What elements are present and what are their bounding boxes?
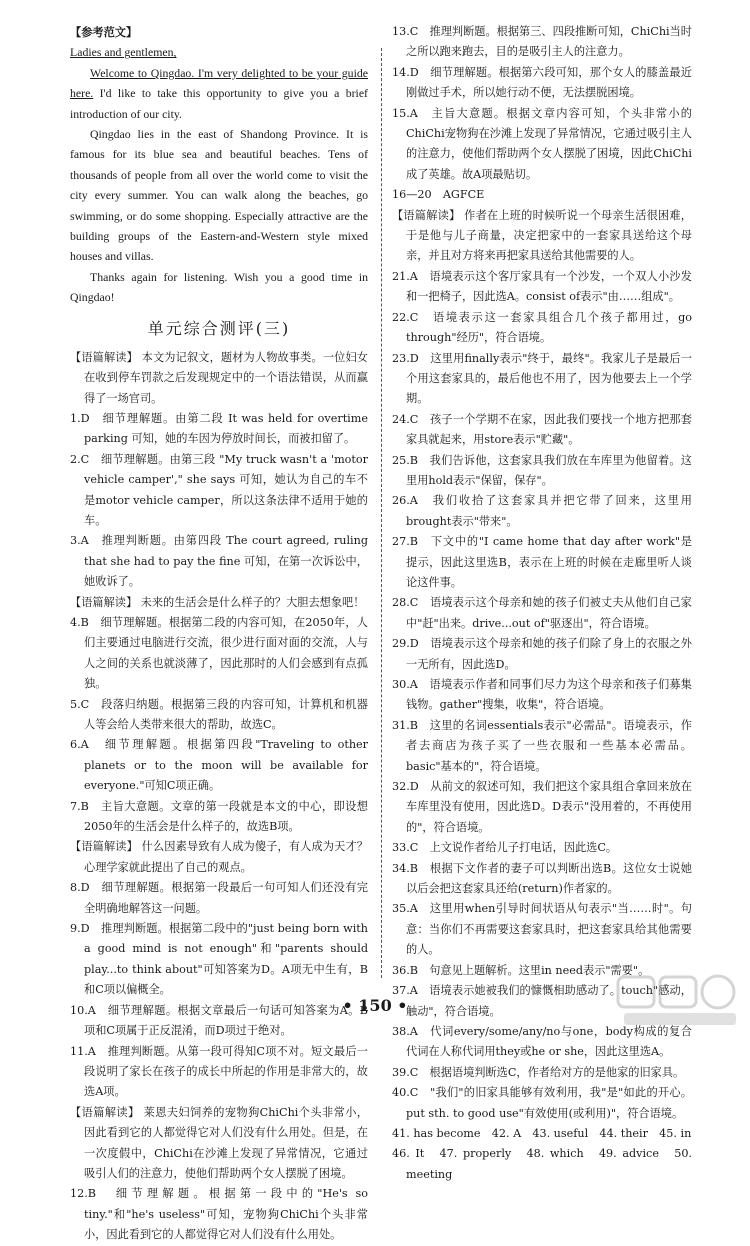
answer-item: 14.D 细节理解题。根据第六段可知，那个女人的膝盖最近刚做过手术，所以她行动不便，无法摆脱困境。	[392, 65, 692, 100]
greeting: Ladies and gentlemen,	[70, 45, 177, 60]
answer-item: 6.A 细节理解题。根据第四段"Traveling to other planets or to the moon will be available for everyone."可知C项正确。	[70, 738, 368, 793]
answer-item: 4.B 细节理解题。根据第二段的内容可知，在2050年，人们主要通过电脑进行交流，很少进行面对面的交流，人与人之间的关系也就淡薄了，因此那时的人们会感到有点孤独。	[70, 615, 368, 691]
answer-item: 31.B 这里的名词essentials表示"必需品"。语境表示，作者去商店为孩子买了一些衣服和一些基本必需品。basic"基本的"，符合语境。	[392, 718, 692, 773]
welcome-paragraph	[70, 63, 368, 124]
answer-item: 38.A 代词every/some/any/no与one，body构成的复合代词在人称代词用they或he or she，因此这里选A。	[392, 1024, 692, 1059]
answer-item: 15.A 主旨大意题。根据文章内容可知，个头非常小的ChiChi宠物狗在沙滩上发现了异常情况，它通过吸引主人的注意力，使他们帮助两个女人摆脱了困境，因此ChiChi成了英雄。故A项最贴切。	[392, 106, 692, 181]
watermark-logo-icon	[614, 971, 742, 1031]
answer-item: 46. It 47. properly 48. which 49. advice 50. meeting	[392, 1147, 692, 1181]
answer-item: 【语篇解读】 未来的生活会是什么样子的？大胆去想象吧！	[70, 595, 365, 609]
divider-line	[381, 48, 382, 978]
answer-item: 8.D 细节理解题。根据第一段最后一句可知人们还没有完全明确地解答这一问题。	[70, 881, 368, 915]
answer-item: 39.C 根据语境判断选C，作者给对方的是他家的旧家具。	[392, 1065, 685, 1079]
answer-item: 5.C 段落归纳题。根据第三段的内容可知，计算机和机器人等会给人类带来很大的帮助，故选C。	[70, 697, 368, 731]
left-answer-list	[70, 348, 368, 1246]
answer-item: 【语篇解读】 什么因素导致有人成为傻子，有人成为天才？心理学家就此提出了自己的观点。	[70, 840, 368, 874]
answer-item: 2.C 细节理解题。由第三段 "My truck wasn't a 'motor vehicle camper'," she says 可知，她认为自己的车不是motor vehicle camper，所以这条法律不适用于她的车。	[70, 452, 368, 527]
answer-item: 22.C 语境表示这一套家具组合几个孩子都用过，go through"经历"，符合语境。	[392, 310, 692, 345]
answer-item: 30.A 语境表示作者和同事们尽力为这个母亲和孩子们募集钱物。gather"搜集，收集"，符合语境。	[392, 678, 692, 712]
answer-item: 36.B 句意见上题解析。这里in need表示"需要"。	[392, 963, 650, 977]
answer-item: 29.D 语境表示这个母亲和她的孩子们除了身上的衣服之外一无所有，因此选D。	[392, 637, 692, 671]
answer-item: 3.A 推理判断题。由第四段 The court agreed, ruling that she had to pay the fine 可知，在第一次诉讼中，她败诉了。	[70, 534, 368, 589]
answer-item: 16—20 AGFCE	[392, 188, 485, 202]
answer-item: 13.C 推理判断题。根据第三、四段推断可知，ChiChi当时之所以跑来跑去，目的是吸引主人的注意力。	[392, 25, 692, 59]
answer-item: 11.A 推理判断题。从第一段可得知C项不对。短文最后一段说明了家长在孩子的成长中所起的作用是非常大的，故选A项。	[70, 1044, 368, 1099]
answer-item: 34.B 根据下文作者的妻子可以判断出选B。这位女士说她以后会把这套家具还给(return)作者家的。	[392, 861, 692, 896]
answer-item: 23.D 这里用finally表示"终于，最终"。我家儿子是最后一个用这套家具的，最后他也不用了，因为他要去上一个学期。	[392, 351, 692, 406]
ref-tag: 【参考范文】	[70, 25, 138, 39]
answer-item: 【语篇解读】 莱恩夫妇饲养的宠物狗ChiChi个头非常小，因此看到它的人都觉得它对人们没有什么用处。但是，在一次度假中，ChiChi在沙滩上发现了异常情况，它通过吸引人们的注意力，使他们帮助两个女人摆脱了困境。	[70, 1105, 368, 1180]
page-number: • 150 •	[342, 996, 408, 1015]
left-column	[70, 22, 368, 1246]
answer-item: 25.B 我们告诉他，这套家具我们放在车库里为他留着。这里用hold表示"保留，保存"。	[392, 453, 692, 487]
welcome-rest: I'd like to take this opportunity to give you a brief introduction of our city.	[70, 86, 368, 121]
answer-item: 10.A 细节理解题。根据文章最后一句话可知答案为A。B项和C项属于正反混淆，而D项过于绝对。	[70, 1003, 368, 1038]
answer-item: 【语篇解读】 本文为记叙文，题材为人物故事类。一位妇女在收到停车罚款之后发现规定中的一个语法错误，从而赢得了一场官司。	[70, 350, 368, 405]
answer-item: 24.C 孩子一个学期不在家，因此我们要找一个地方把那套家具就起来，用store表示"贮藏"。	[392, 412, 692, 447]
answer-item: 7.B 主旨大意题。文章的第一段就是本文的中心，即设想2050年的生活会是什么样子的，故选B项。	[70, 799, 368, 834]
closing-paragraph: Thanks again for listening. Wish you a good time in Qingdao!	[70, 269, 368, 305]
answer-item: 【语篇解读】 作者在上班的时候听说一个母亲生活很困难，于是他与儿子商量，决定把家中的一套家具送给这个母亲，并且对方将来再把家具送给其他需要的人。	[392, 208, 692, 263]
welcome-underlined: Welcome to Qingdao. I'm very delighted to be your guide here.	[70, 65, 368, 101]
section-title: 单元综合测评(三)	[147, 318, 291, 338]
answer-item: 37.A 语境表示她被我们的慷慨相助感动了。touch"感动，触动"，符合语境。	[392, 984, 692, 1018]
answer-item: 9.D 推理判断题。根据第二段中的"just being born with a good mind is not enough"和"parents should play...to think about"可知答案为D。A项无中生有，B和C项以偏概全。	[70, 922, 368, 997]
answer-item: 27.B 下文中的"I came home that day after work"是提示，因此这里选B，表示在上班的时候在走廊里听人谈论这件事。	[392, 535, 692, 589]
answer-item: 28.C 语境表示这个母亲和她的孩子们被丈夫从他们自己家中"赶"出来。drive...out of"驱逐出"，符合语境。	[392, 596, 692, 630]
answer-item: 32.D 从前文的叙述可知，我们把这个家具组合拿回来放在车库里没有使用，因此选D。D表示"没用着的，不再使用的"，符合语境。	[392, 780, 692, 834]
answer-item: 1.D 细节理解题。由第二段 It was held for overtime parking 可知，她的车因为停放时间长，而被扣留了。	[70, 411, 368, 446]
answer-item: 33.C 上文说作者给儿子打电话，因此选C。	[392, 841, 618, 855]
answer-item: 41. has become 42. A 43. useful 44. their 45. in	[392, 1126, 692, 1140]
answer-item: 12.B 细节理解题。根据第一段中的"He's so tiny."和"he's useless"可知，宠物狗ChiChi个头非常小，因此看到它的人都觉得它对人们没有什么用处。	[70, 1187, 368, 1242]
description-paragraph: Qingdao lies in the east of Shandong Province. It is famous for its blue sea and beautiful beaches. Tens of thousands of people from all over the world come to visit the city every summer. You can walk along the beaches, go swimming, or do some shopping. Especially attractive are the building groups of the Eastern-and-Western style mixed houses and villas.	[70, 127, 368, 264]
answer-item: 21.A 语境表示这个客厅家具有一个沙发，一个双人小沙发和一把椅子，因此选A。consist of表示"由……组成"。	[392, 269, 692, 304]
answer-item: 40.C "我们"的旧家具能够有效利用，我"是"如此的开心。put sth. to good use"有效使用(或利用)"，符合语境。	[392, 1086, 692, 1120]
answer-item: 35.A 这里用when引导时间状语从句表示"当……时"。句意：当你们不再需要这套家具时，把这套家具给其他需要的人。	[392, 902, 692, 957]
answer-item: 26.A 我们收拾了这套家具并把它带了回来，这里用brought表示"带来"。	[392, 494, 692, 528]
